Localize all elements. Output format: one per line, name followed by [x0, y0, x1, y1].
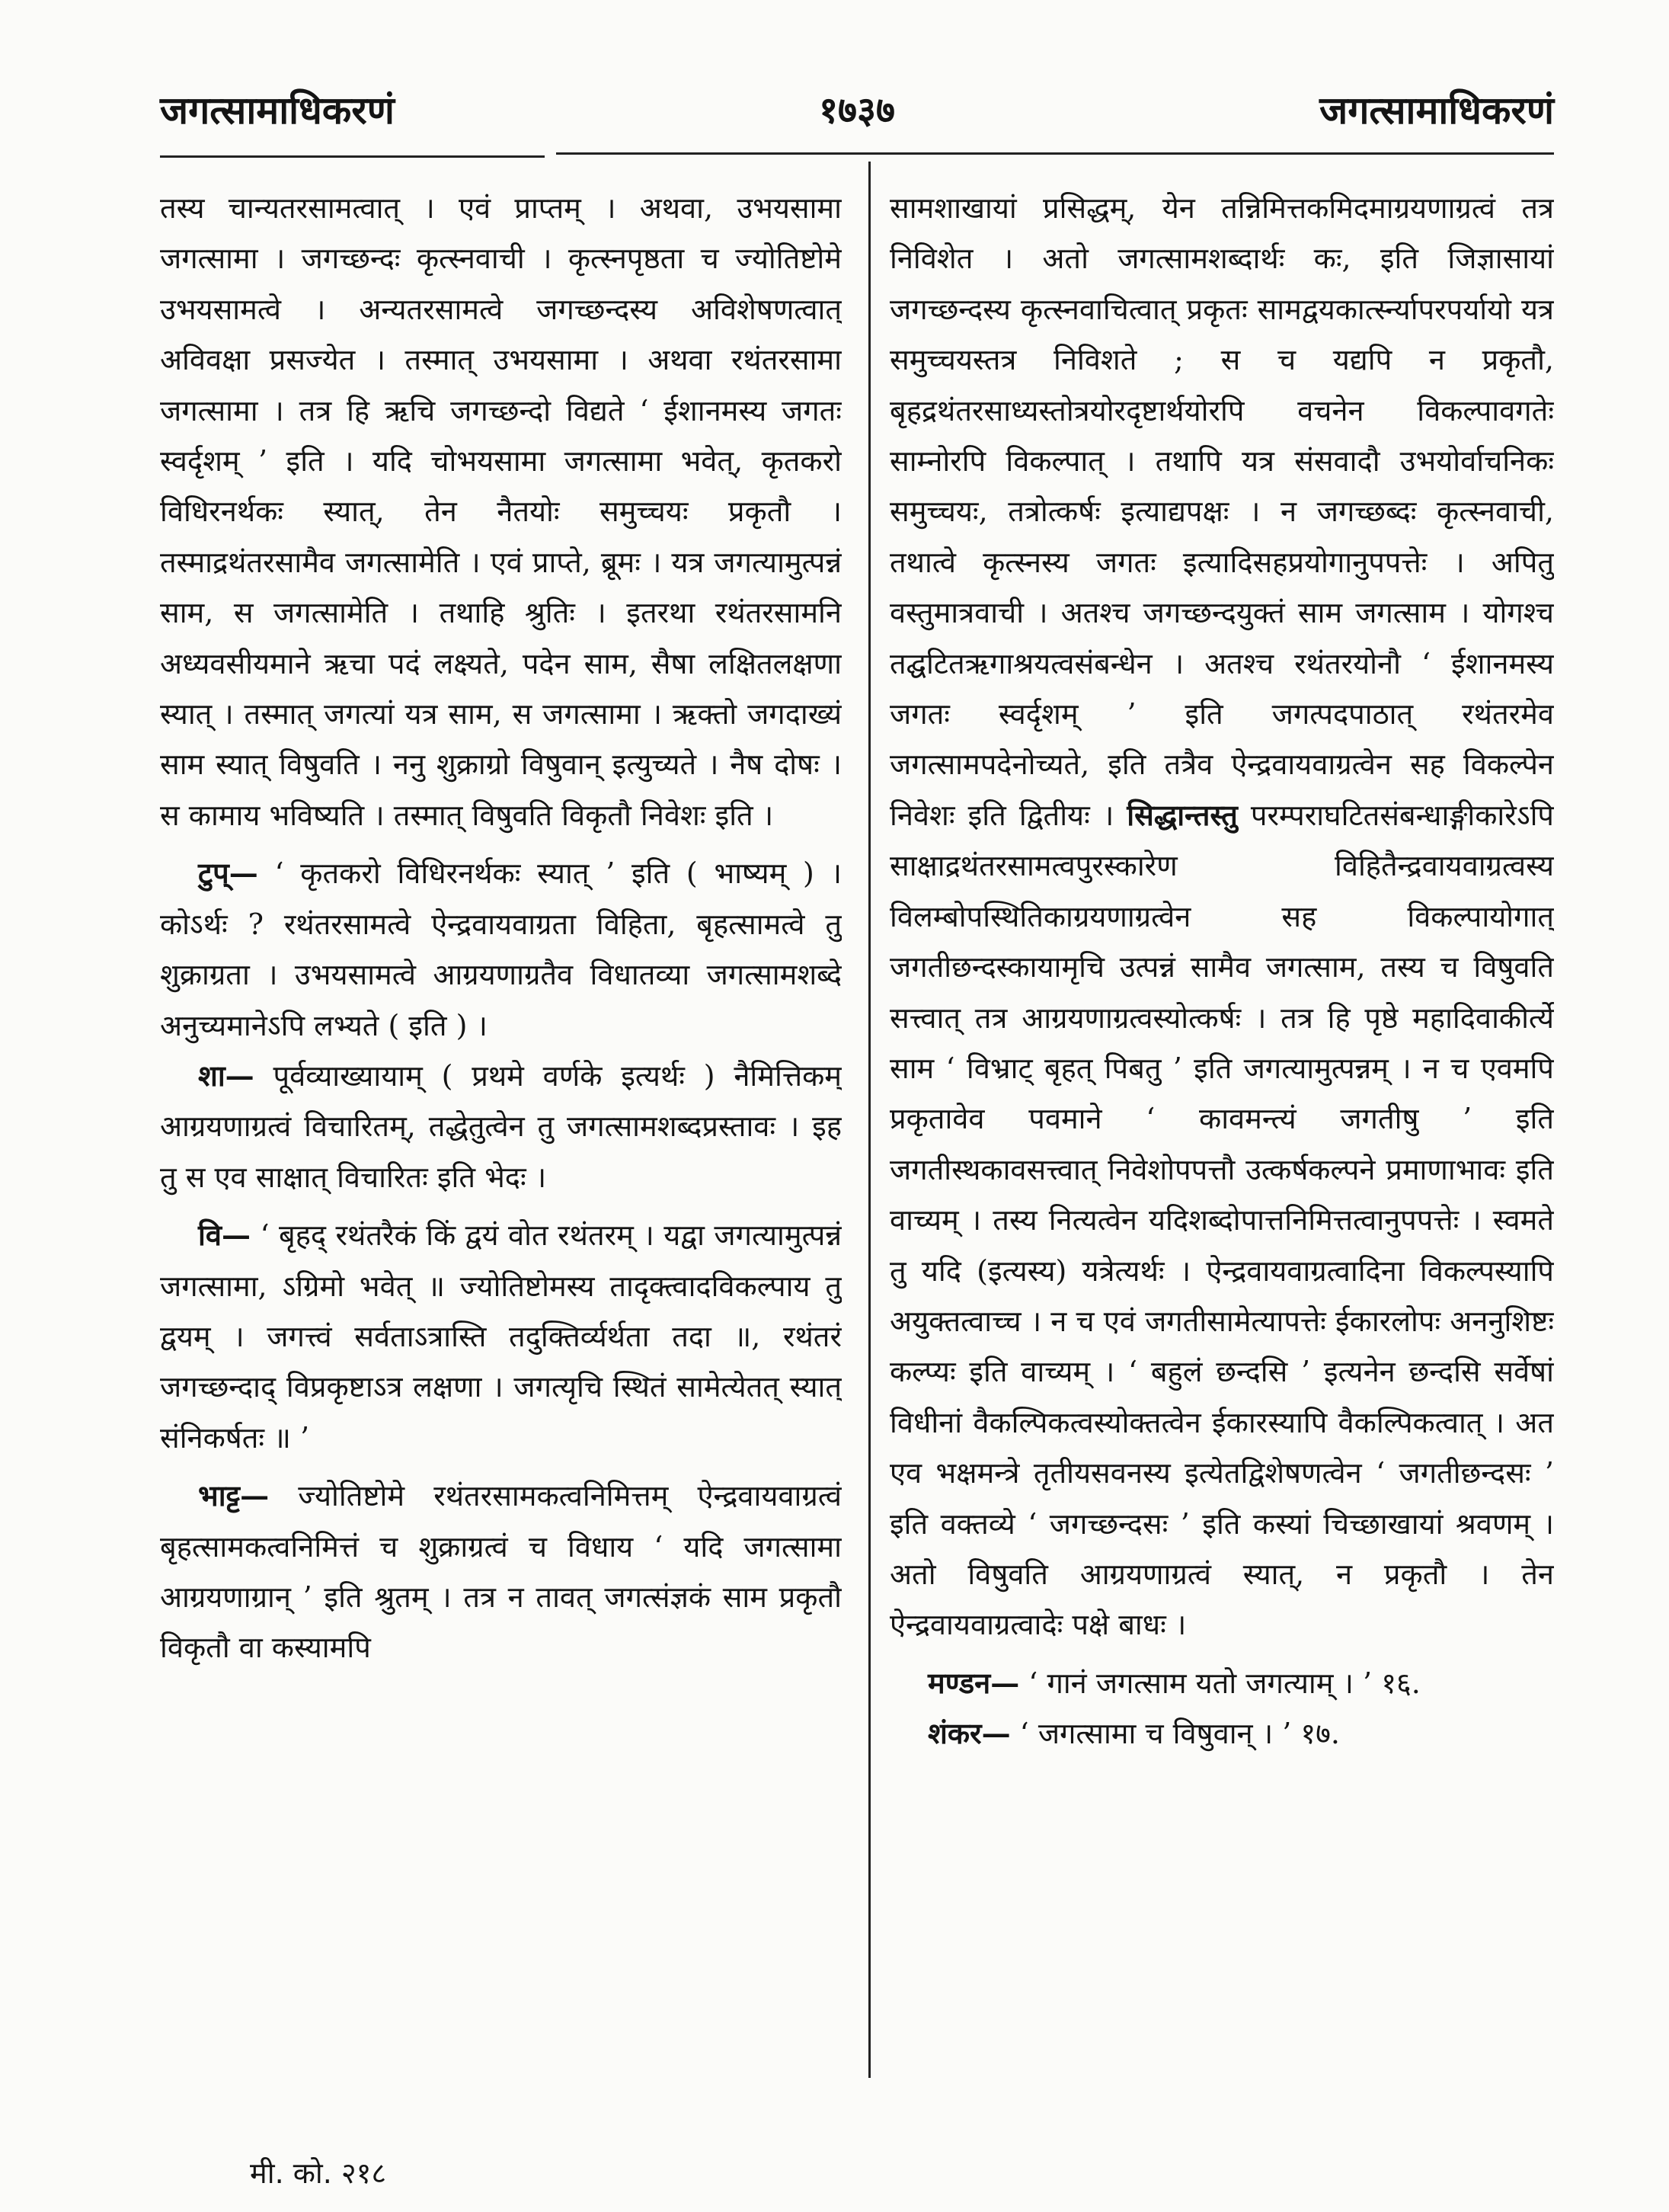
footer-signature: मी. को. २१८ [250, 2156, 387, 2190]
paragraph-bhatta [160, 1471, 842, 1673]
label-mandana: मण्डन— [928, 1665, 1020, 1700]
left-column [160, 183, 842, 2057]
label-sha: शा— [198, 1058, 254, 1093]
label-vi: वि— [198, 1218, 251, 1253]
text-mandana: ‘ गानं जगत्साम यतो जगत्याम् । ’ १६. [1019, 1666, 1421, 1700]
text-tup: ‘ कृतकरो विधिरनर्थकः स्यात् ’ इति ( भाष्यम् ) । कोऽर्थः ? रथंतरसामत्वे ऐन्द्रवायवाग्रता विहिता, बृहत्सामत्वे तु शुक्राग्रता । उभयसामत्वे आग्रयणाग्रतैव विधातव्या जगत्सामशब्दे अनुच्यमानेऽपि लभ्यते ( इति ) । [160, 856, 842, 1042]
text-vi: ‘ बृहद् रथंतरैकं किं द्वयं वोत रथंतरम् । यद्वा जगत्यामुत्पन्नं जगत्सामा, ऽग्रिमो भवेत् ॥ ज्योतिष्टोमस्य तादृक्त्वादविकल्पाय तु द्वयम् । जगत्त्वं सर्वताऽत्रास्ति तदुक्तिर्व्यर्थता तदा ॥, रथंतरं जगच्छन्दाद् विप्रकृष्टाऽत्र लक्षणा । जगत्यृचि स्थितं सामेत्येतत् स्यात् संनिकर्षतः ॥ ’ [160, 1218, 842, 1455]
running-title-left: जगत्सामाधिकरणं [160, 88, 395, 133]
paragraph-tup [160, 848, 842, 1051]
right-column [890, 183, 1554, 2057]
page-header [160, 82, 1554, 136]
label-bhatta: भाट्ट— [198, 1478, 270, 1513]
running-title-right: जगत्सामाधिकरणं [1319, 88, 1554, 133]
label-shankara: शंकर— [928, 1716, 1011, 1751]
text-right-p1: सामशाखायां प्रसिद्धम्, येन तन्निमित्तकमिदमाग्रयणाग्रत्वं तत्र निविशेत । अतो जगत्सामशब्दार्थः कः, इति जिज्ञासायां जगच्छन्दस्य कृत्स्नवाचित्वात् प्रकृतः सामद्वयकार्त्स्न्यापरपर्यायो यत्र समुच्चयस्तत्र निविशते ; स च यद्यपि न प्रकृतौ, बृहद्रथंतरसाध्यस्तोत्रयोरदृष्टार्थयोरपि वचनेन विकल्पावगतेः साम्नोरपि विकल्पात् । तथापि यत्र संसवादौ उभयोर्वाचनिकः समुच्चयः, तत्रोत्कर्षः इत्याद्यपक्षः । न जगच्छब्दः कृत्स्नवाची, तथात्वे कृत्स्नस्य जगतः इत्यादिसहप्रयोगानुपपत्तेः । अपितु वस्तुमात्रवाची । अतश्च जगच्छन्दयुक्तं साम जगत्साम । योगश्च तद्घटितऋगाश्रयत्वसंबन्धेन । अतश्च रथंतरयोनौ ‘ ईशानमस्य जगतः स्वर्दृशम् ’ इति जगत्पदपाठात् रथंतरमेव जगत्सामपदेनोच्यते, इति तत्रैव ऐन्द्रवायवाग्रत्वेन सह विकल्पेन निवेशः इति द्वितीयः । [890, 191, 1554, 832]
header-rule-right [556, 152, 1554, 155]
label-siddhanta: सिद्धान्तस्तु [1127, 797, 1238, 832]
paragraph-main: तस्य चान्यतरसामत्वात् । एवं प्राप्तम् । अथवा, उभयसामा जगत्सामा । जगच्छन्दः कृत्स्नवाची । कृत्स्नपृष्ठता च ज्योतिष्टोमे उभयसामत्वे । अन्यतरसामत्वे जगच्छन्दस्य अविशेषणत्वात् अविवक्षा प्रसज्येत । तस्मात् उभयसामा । अथवा रथंतरसामा जगत्सामा । तत्र हि ऋचि जगच्छन्दो विद्यते ‘ ईशानमस्य जगतः स्वर्दृशम् ’ इति । यदि चोभयसामा जगत्सामा भवेत्, कृतकरो विधिरनर्थकः स्यात्, तेन नैतयोः समुच्चयः प्रकृतौ । तस्माद्रथंतरसामैव जगत्सामेति । एवं प्राप्ते, ब्रूमः । यत्र जगत्यामुत्पन्नं साम, स जगत्सामेति । तथाहि श्रुतिः । इतरथा रथंतरसामनि अध्यवसीयमाने ऋचा पदं लक्ष्यते, पदेन साम, सैषा लक्षितलक्षणा स्यात् । तस्मात् जगत्यां यत्र साम, स जगत्सामा । ऋक्तो जगदाख्यं साम स्यात् विषुवति । ननु शुक्राग्रो विषुवान् इत्युच्यते । नैष दोषः । स कामाय भविष्यति । तस्मात् विषुवति विकृतौ निवेशः इति । [160, 191, 842, 832]
paragraph-sha [160, 1051, 842, 1202]
paragraph-right-main [890, 183, 1554, 1650]
header-rule-left [160, 155, 545, 158]
paragraph-mandana [890, 1658, 1554, 1708]
text-bhatta: ज्योतिष्टोमे रथंतरसामकत्वनिमित्तम् ऐन्द्रवायवाग्रत्वं बृहत्सामकत्वनिमित्तं च शुक्राग्रत्वं च विधाय ‘ यदि जगत्सामा आग्रयणाग्रान् ’ इति श्रुतम् । तत्र न तावत् जगत्संज्ञकं साम प्रकृतौ विकृतौ वा कस्यामपि [160, 1479, 842, 1665]
paragraph-vi [160, 1210, 842, 1463]
text-sha: पूर्वव्याख्यायाम् ( प्रथमे वर्णके इत्यर्थः ) नैमित्तिकम् आग्रयणाग्रत्वं विचारितम्, तद्धेतुत्वेन तु जगत्सामशब्दप्रस्तावः । इह तु स एव साक्षात् विचारितः इति भेदः । [160, 1058, 842, 1194]
text-shankara: ‘ जगत्सामा च विषुवान् । ’ १७. [1010, 1717, 1340, 1751]
column-divider [868, 162, 871, 2078]
paragraph-shankara [890, 1708, 1554, 1759]
label-tup: टुप्— [198, 856, 258, 891]
text-right-p2: परम्पराघटितसंबन्धाङ्गीकारेऽपि साक्षाद्रथंतरसामत्वपुरस्कारेण विहितैन्द्रवायवाग्रत्वस्य विलम्बोपस्थितिकाग्रयणाग्रत्वेन सह विकल्पायोगात् जगतीछन्दस्कायामृचि उत्पन्नं सामैव जगत्साम, तस्य च विषुवति सत्त्वात् तत्र आग्रयणाग्रत्वस्योत्कर्षः । तत्र हि पृष्ठे महादिवाकीर्त्ये साम ‘ विभ्राट् बृहत् पिबतु ’ इति जगत्यामुत्पन्नम् । न च एवमपि प्रकृतावेव पवमाने ‘ कावमन्त्यं जगतीषु ’ इति जगतीस्थकावसत्त्वात् निवेशोपपत्तौ उत्कर्षकल्पने प्रमाणाभावः इति वाच्यम् । तस्य नित्यत्वेन यदिशब्दोपात्तनिमित्तत्वानुपपत्तेः । स्वमते तु यदि (इत्यस्य) यत्रेत्यर्थः । ऐन्द्रवायवाग्रत्वादिना विकल्पस्यापि अयुक्तत्वाच्च । न च एवं जगतीसामेत्यापत्तेः ईकारलोपः अननुशिष्टः कल्प्यः इति वाच्यम् । ‘ बहुलं छन्दसि ’ इत्यनेन छन्दसि सर्वेषां विधीनां वैकल्पिकत्वस्योक्तत्वेन ईकारस्यापि वैकल्पिकत्वात् । अत एव भक्षमन्त्रे तृतीयसवनस्य इत्येतद्विशेषणत्वेन ‘ जगतीछन्दसः ’ इति वक्तव्ये ‘ जगच्छन्दसः ’ इति कस्यां चिच्छाखायां श्रवणम् । अतो विषुवति आग्रयणाग्रत्वं स्यात्, न प्रकृतौ । तेन ऐन्द्रवायवाग्रत्वादेः पक्षे बाधः । [890, 798, 1554, 1642]
page-number: १७३७ [819, 88, 895, 132]
